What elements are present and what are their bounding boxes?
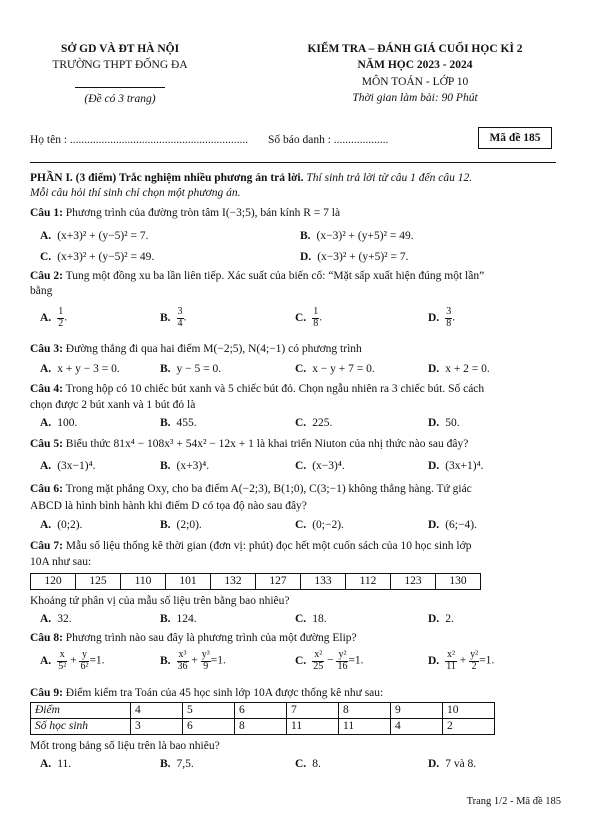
- q7-options: [40, 612, 560, 628]
- table-row: [31, 719, 495, 735]
- q8-text: Phương trình nào sau đây là phương trình của một đường Elip?: [65, 632, 357, 644]
- table-cell: 123: [391, 574, 436, 590]
- table-cell: 133: [301, 574, 346, 590]
- q8-label: Câu 8:: [30, 632, 63, 644]
- table-cell: 5: [183, 703, 235, 719]
- table-cell: 101: [166, 574, 211, 590]
- q6-option-d[interactable]: D. (6;−4).: [428, 519, 477, 531]
- header-left: [20, 42, 220, 106]
- q3-option-a[interactable]: A. x + y − 3 = 0.: [40, 363, 120, 375]
- q4-label: Câu 4:: [30, 383, 63, 395]
- q3-text: Đường thẳng đi qua hai điểm M(−2;5), N(4;−1) có phương trình: [65, 343, 362, 355]
- divider: [30, 162, 556, 163]
- q9-options: [40, 757, 560, 773]
- table-cell: 10: [443, 703, 495, 719]
- table-cell: 9: [391, 703, 443, 719]
- q4-option-a[interactable]: A. 100.: [40, 417, 78, 429]
- q5-text: Biểu thức 81x⁴ − 108x³ + 54x² − 12x + 1 là khai triển Niuton của nhị thức nào sau đây?: [65, 438, 469, 450]
- q9-option-a[interactable]: A. 11.: [40, 758, 72, 770]
- q4-text: Trong hộp có 10 chiếc bút xanh và 5 chiếc bút đỏ. Chọn ngẫu nhiên ra 3 chiếc bút. Số cách: [65, 383, 485, 395]
- question-4: [30, 382, 565, 396]
- q9-data-table: [30, 702, 495, 735]
- table-cell: 6: [235, 703, 287, 719]
- q1-option-b[interactable]: B. (x−3)² + (y+5)² = 49.: [300, 230, 414, 242]
- q1-option-d[interactable]: D. (x−3)² + (y+5)² = 7.: [300, 251, 409, 263]
- q9-label: Câu 9:: [30, 687, 63, 699]
- question-7: [30, 539, 565, 553]
- q3-option-b[interactable]: B. y − 5 = 0.: [160, 363, 222, 375]
- q6-text-2: ABCD là hình bình hành khi điểm D có tọa độ nào sau đây?: [30, 500, 307, 512]
- q8-option-b[interactable]: B. $\frac{\text{x³}}{36}$ + $\frac{\text{y³}}{9}$ =1.: [160, 649, 226, 672]
- q1-option-a[interactable]: A. (x+3)² + (y−5)² = 7.: [40, 230, 149, 242]
- question-2: [30, 269, 565, 283]
- pages-note: (Đề có 3 trang): [84, 92, 156, 105]
- table-cell: 3: [131, 719, 183, 735]
- q2-text-2: bằng: [30, 285, 53, 297]
- q7-text-3: Khoảng tứ phân vị của mẫu số liệu trên bằng bao nhiêu?: [30, 595, 290, 607]
- question-5: [30, 437, 565, 451]
- q7-option-a[interactable]: A. 32.: [40, 613, 72, 625]
- header-right: [255, 42, 575, 106]
- id-field: Số báo danh : ...................: [268, 134, 389, 146]
- q7-text-2: 10A như sau:: [30, 556, 92, 568]
- question-3: [30, 342, 565, 356]
- q8-option-c[interactable]: C. $\frac{\text{x²}}{25}$ − $\frac{\text{y²}}{16}$ =1.: [295, 649, 364, 672]
- table-cell: 125: [76, 574, 121, 590]
- q2-option-a[interactable]: A. $\frac{1}{2}$ .: [40, 306, 68, 329]
- table-cell: 7: [287, 703, 339, 719]
- table-cell: 112: [346, 574, 391, 590]
- table-cell: 127: [256, 574, 301, 590]
- q6-option-a[interactable]: A. (0;2).: [40, 519, 83, 531]
- part1-title: PHẦN I. (3 điểm) Trắc nghiệm nhiều phương án trả lời.: [30, 172, 304, 184]
- table-cell: 120: [31, 574, 76, 590]
- q9-option-d[interactable]: D. 7 và 8.: [428, 758, 477, 770]
- q7-option-c[interactable]: C. 18.: [295, 613, 327, 625]
- name-field: Họ tên : ..............................................................: [30, 134, 249, 146]
- q1-option-c[interactable]: C. (x+3)² + (y−5)² = 49.: [40, 251, 155, 263]
- q2-text: Tung một đồng xu ba lần liên tiếp. Xác suất của biến cố: “Mặt sấp xuất hiện đúng một lần”: [65, 270, 485, 282]
- duration: Thời gian làm bài: 90 Phút: [352, 92, 478, 105]
- q5-label: Câu 5:: [30, 438, 63, 450]
- q3-label: Câu 3:: [30, 343, 63, 355]
- q7-option-d[interactable]: D. 2.: [428, 613, 454, 625]
- table-cell: 2: [443, 719, 495, 735]
- q2-options: [40, 307, 560, 335]
- table-row: [31, 574, 481, 590]
- table-row: [31, 703, 495, 719]
- q1-options-row1: [40, 229, 560, 245]
- q3-option-c[interactable]: C. x − y + 7 = 0.: [295, 363, 375, 375]
- table-cell: 130: [436, 574, 481, 590]
- q7-text: Mẫu số liệu thống kê thời gian (đơn vị: phút) đọc hết một cuốn sách của 10 học sinh lớp: [65, 540, 472, 552]
- table-cell: 132: [211, 574, 256, 590]
- q5-options: [40, 459, 560, 475]
- q9-text: Điểm kiểm tra Toán của 45 học sinh lớp 10A được thống kê như sau:: [65, 687, 384, 699]
- part1-heading: [30, 171, 560, 185]
- part1-instruction: Thí sinh trả lời từ câu 1 đến câu 12.: [306, 172, 473, 184]
- q1-options-row2: [40, 250, 560, 266]
- q2-label: Câu 2:: [30, 270, 63, 282]
- q5-option-c[interactable]: C. (x−3)⁴.: [295, 460, 345, 472]
- exam-title: KIỂM TRA – ĐÁNH GIÁ CUỐI HỌC KÌ 2: [307, 43, 523, 55]
- dept-name: SỞ GD VÀ ĐT HÀ NỘI: [60, 43, 180, 55]
- q7-option-b[interactable]: B. 124.: [160, 613, 197, 625]
- q9-text-2: Mốt trong bảng số liệu trên là bao nhiêu?: [30, 740, 220, 752]
- page-footer: Trang 1/2 - Mã đề 185: [466, 796, 561, 807]
- school-name: TRƯỜNG THPT ĐỐNG ĐA: [52, 59, 188, 72]
- table-cell: 11: [339, 719, 391, 735]
- q6-text: Trong mặt phẳng Oxy, cho ba điểm A(−2;3), B(1;0), C(3;−1) không thẳng hàng. Tứ giác: [65, 483, 472, 495]
- q4-option-d[interactable]: D. 50.: [428, 417, 460, 429]
- q4-option-b[interactable]: B. 455.: [160, 417, 197, 429]
- table-header-cell: Điểm: [31, 703, 131, 719]
- table-header-cell: Số học sinh: [31, 719, 131, 735]
- q9-option-c[interactable]: C. 8.: [295, 758, 321, 770]
- q8-option-a[interactable]: A. $\frac{x}{\text{5²}}$ + $\frac{y}{\text{6²}}$ =1.: [40, 649, 105, 672]
- subject: MÔN TOÁN - LỚP 10: [361, 75, 469, 88]
- q4-options: [40, 416, 560, 432]
- q6-option-b[interactable]: B. (2;0).: [160, 519, 202, 531]
- question-6: [30, 482, 565, 496]
- q7-data-table: [30, 573, 481, 590]
- school-year: NĂM HỌC 2023 - 2024: [357, 59, 473, 72]
- table-cell: 11: [287, 719, 339, 735]
- table-cell: 4: [391, 719, 443, 735]
- table-cell: 110: [121, 574, 166, 590]
- q8-options: [40, 650, 560, 680]
- q9-option-b[interactable]: B. 7,5.: [160, 758, 194, 770]
- q2-option-d[interactable]: D. $\frac{3}{8}$ .: [428, 306, 456, 329]
- q2-option-b[interactable]: B. $\frac{3}{4}$ .: [160, 306, 187, 329]
- q7-label: Câu 7:: [30, 540, 63, 552]
- table-cell: 4: [131, 703, 183, 719]
- table-cell: 8: [235, 719, 287, 735]
- exam-code: Mã đề 185: [478, 127, 552, 149]
- q4-text-2: chọn được 2 bút xanh và 1 bút đỏ là: [30, 399, 196, 411]
- q4-option-c[interactable]: C. 225.: [295, 417, 333, 429]
- q3-options: [40, 362, 560, 378]
- q1-text: Phương trình của đường tròn tâm I(−3;5), bán kính R = 7 là: [65, 207, 341, 219]
- q1-label: Câu 1:: [30, 207, 63, 219]
- q5-option-a[interactable]: A. (3x−1)⁴.: [40, 460, 96, 472]
- question-1: [30, 206, 565, 220]
- q6-label: Câu 6:: [30, 483, 63, 495]
- table-cell: 8: [339, 703, 391, 719]
- q3-option-d[interactable]: D. x + 2 = 0.: [428, 363, 490, 375]
- q6-options: [40, 518, 560, 534]
- question-9: [30, 686, 565, 700]
- question-8: [30, 631, 565, 645]
- header-rule: [75, 87, 165, 88]
- q8-option-d[interactable]: D. $\frac{\text{x²}}{11}$ + $\frac{\text{y²}}{2}$ =1.: [428, 649, 495, 672]
- part1-instruction-2: Mỗi câu hỏi thí sinh chỉ chọn một phương án.: [30, 187, 241, 199]
- q6-option-c[interactable]: C. (0;−2).: [295, 519, 344, 531]
- table-cell: 6: [183, 719, 235, 735]
- q5-option-b[interactable]: B. (x+3)⁴.: [160, 460, 210, 472]
- q2-option-c[interactable]: C. $\frac{1}{8}$ .: [295, 306, 323, 329]
- q5-option-d[interactable]: D. (3x+1)⁴.: [428, 460, 484, 472]
